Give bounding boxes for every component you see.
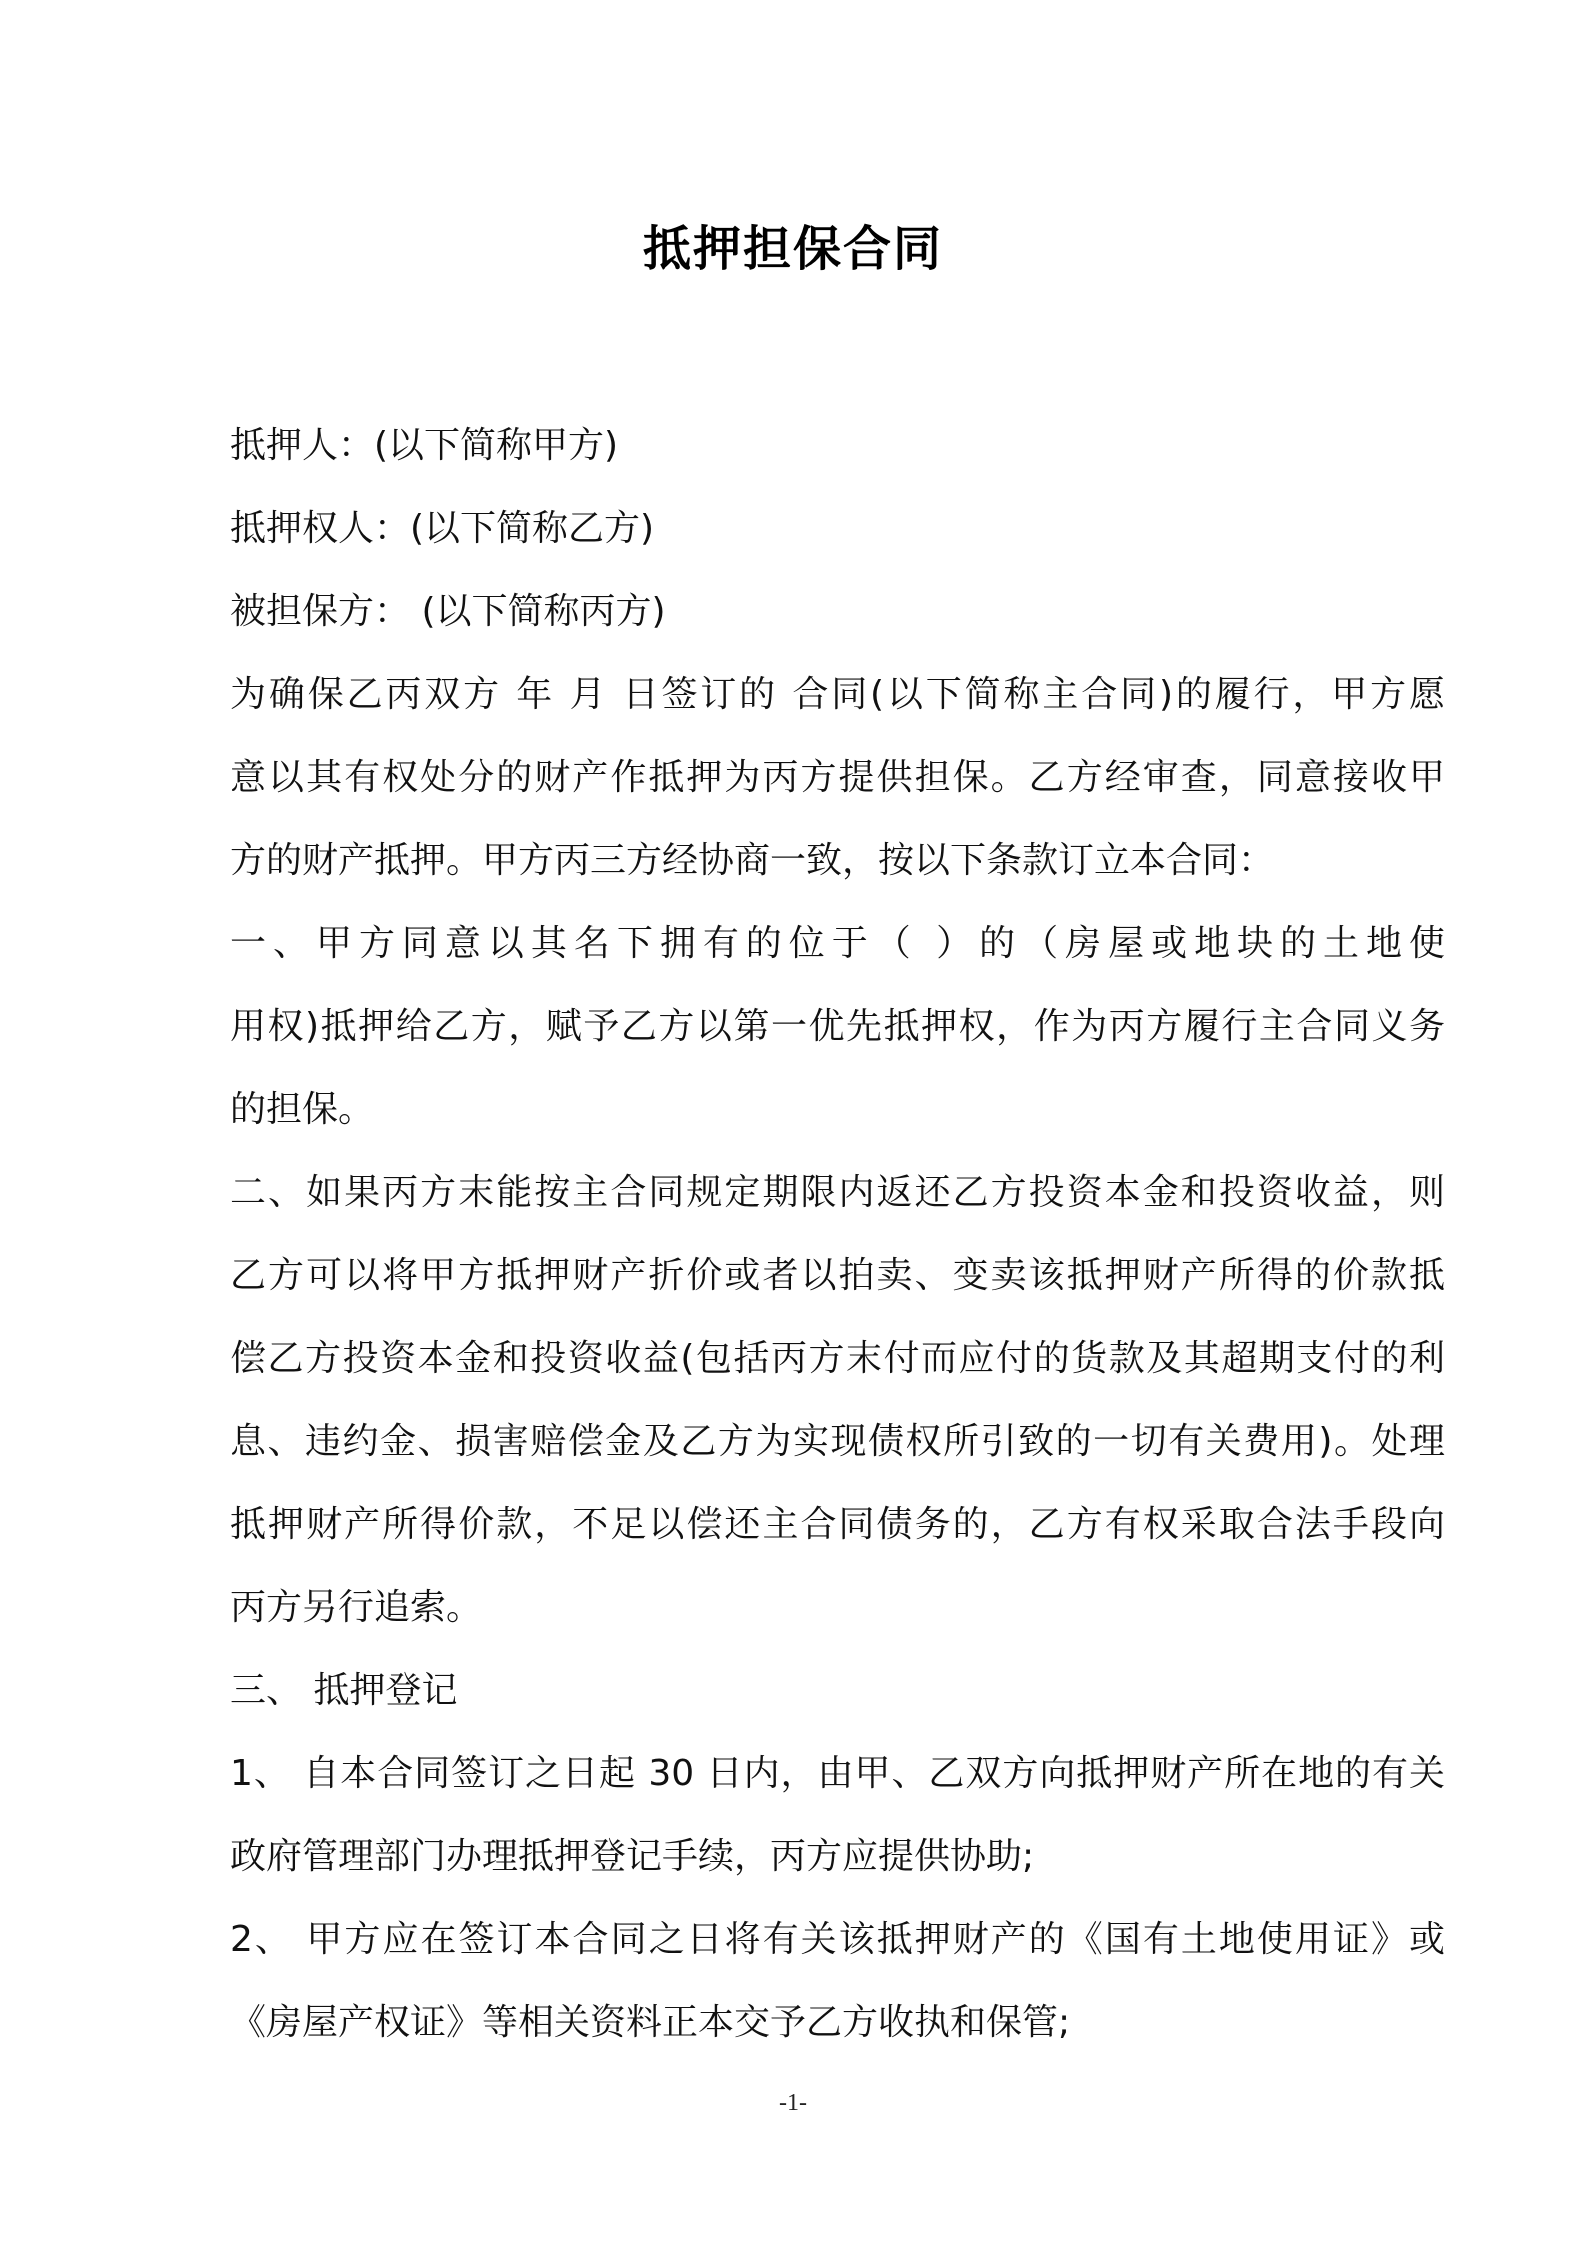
paragraph-line: 为确保乙丙双方 年 月 日签订的 合同(以下简称主合同)的履行，甲方愿 [230, 674, 1445, 715]
document-title: 抵押担保合同 [642, 221, 943, 277]
clause-3-item-1-line: 1、 自本合同签订之日起 30 日内，由甲、乙双方向抵押财产所在地的有关 [230, 1753, 1445, 1794]
document-body [230, 404, 1445, 2064]
clause-1-line: 的担保。 [230, 1089, 375, 1130]
paragraph-line: 方的财产抵押。甲方丙三方经协商一致，按以下条款订立本合同： [230, 840, 1275, 881]
clause-3-item-2-line: 2、 甲方应在签订本合同之日将有关该抵押财产的《国有土地使用证》或 [230, 1919, 1445, 1960]
clause-2-line: 息、违约金、损害赔偿金及乙方为实现债权所引致的一切有关费用)。处理 [230, 1421, 1445, 1462]
page-number: -1- [779, 2090, 807, 2116]
clause-2-line: 乙方可以将甲方抵押财产折价或者以拍卖、变卖该抵押财产所得的价款抵 [230, 1255, 1445, 1296]
clause-2-line: 偿乙方投资本金和投资收益(包括丙方末付而应付的货款及其超期支付的利 [230, 1338, 1445, 1379]
paragraph-line: 意以其有权处分的财产作抵押为丙方提供担保。乙方经审查，同意接收甲 [230, 757, 1445, 798]
clause-1-line: 用权)抵押给乙方，赋予乙方以第一优先抵押权，作为丙方履行主合同义务 [230, 1006, 1445, 1047]
clause-1-line: 一、甲方同意以其名下拥有的位于（ ）的（房屋或地块的土地使 [230, 923, 1445, 964]
clause-2-line: 丙方另行追索。 [230, 1587, 483, 1628]
clause-3-heading: 三、 抵押登记 [230, 1670, 458, 1711]
party-c-line: 被担保方： (以下简称丙方) [230, 591, 666, 632]
party-b-line: 抵押权人：(以下简称乙方) [230, 508, 655, 549]
clause-3-item-1-line: 政府管理部门办理抵押登记手续，丙方应提供协助; [230, 1836, 1035, 1877]
party-a-line: 抵押人：(以下简称甲方) [230, 425, 619, 466]
clause-2-line: 抵押财产所得价款，不足以偿还主合同债务的，乙方有权采取合法手段向 [230, 1504, 1445, 1545]
clause-2-line: 二、如果丙方末能按主合同规定期限内返还乙方投资本金和投资收益，则 [230, 1172, 1445, 1213]
clause-3-item-2-line: 《房屋产权证》等相关资料正本交予乙方收执和保管; [230, 2002, 1071, 2043]
